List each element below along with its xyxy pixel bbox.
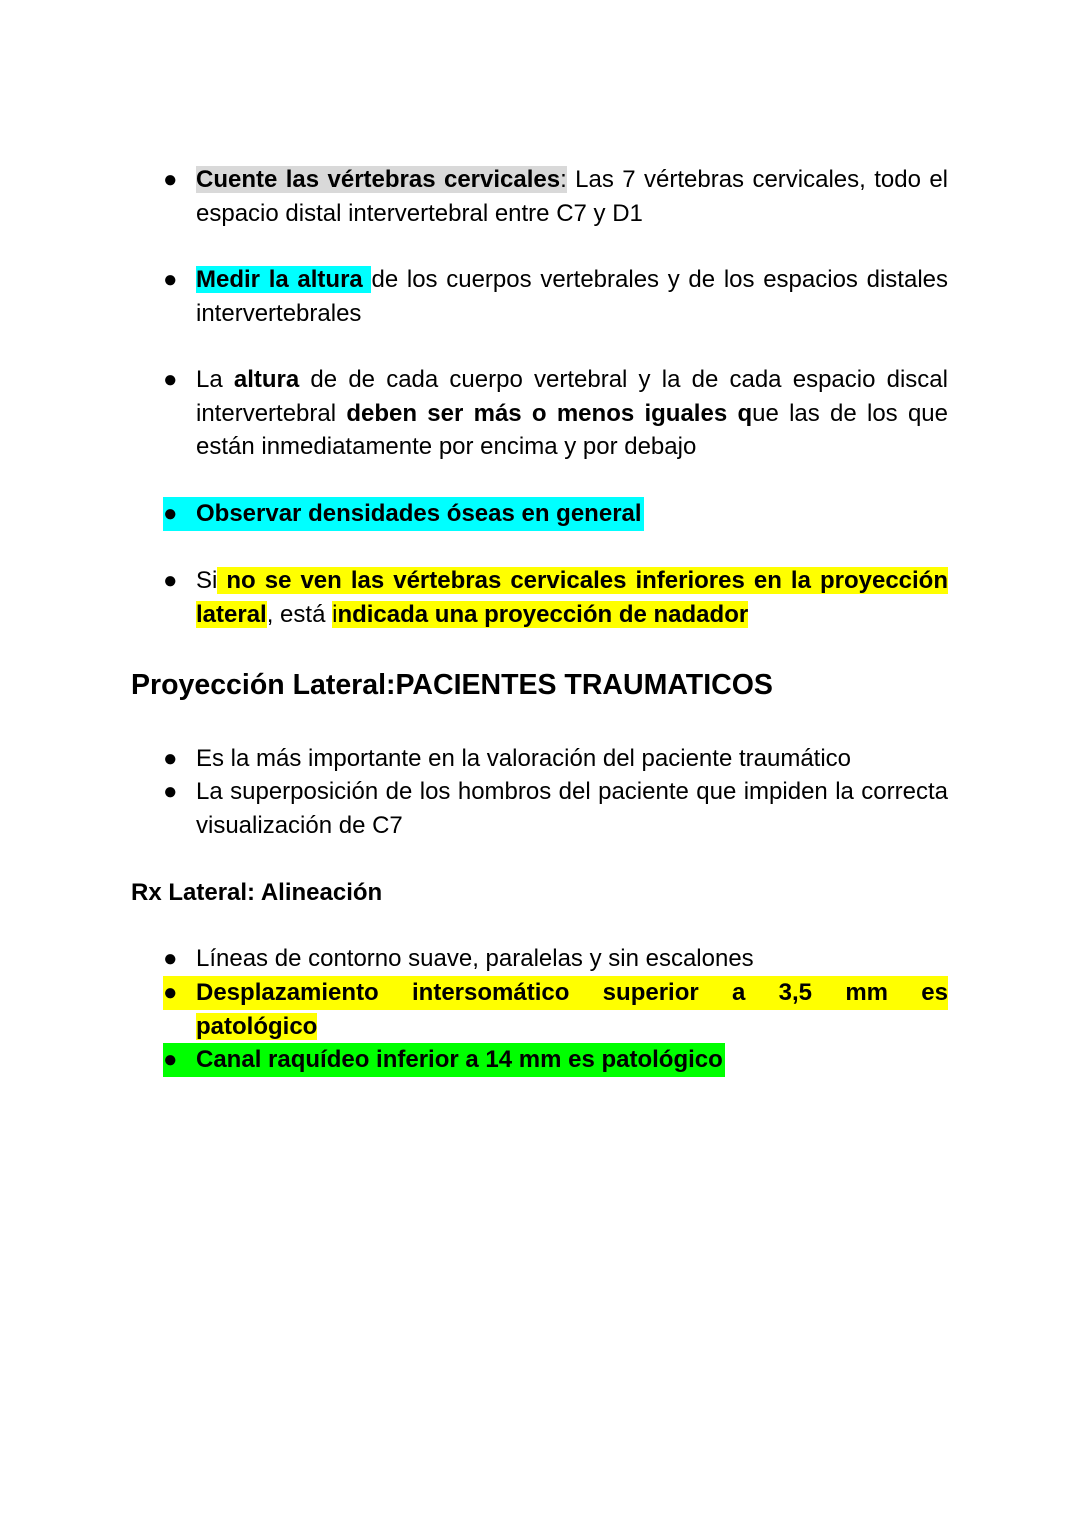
bullet-icon: ● xyxy=(163,366,178,393)
list-item xyxy=(163,564,948,631)
list-item xyxy=(163,363,948,464)
list-item xyxy=(163,263,948,330)
list-item-text: Líneas de contorno suave, paralelas y sin escalones xyxy=(196,945,754,972)
bullet-icon: ● xyxy=(163,500,178,527)
list-item-text: Medir la altura de los cuerpos vertebrales y de los espacios distales intervertebrales xyxy=(196,266,948,327)
list-item xyxy=(163,942,948,976)
bullet-icon: ● xyxy=(163,1046,178,1073)
list-item-text: Cuente las vértebras cervicales: Las 7 vértebras cervicales, todo el espacio distal intervertebral entre C7 y D1 xyxy=(196,166,949,227)
list-item xyxy=(163,742,948,776)
section-heading: Proyección Lateral:PACIENTES TRAUMATICOS xyxy=(131,669,773,701)
list-item xyxy=(163,1043,948,1077)
bullet-icon: ● xyxy=(163,166,178,193)
list-item-text-continued: patológico xyxy=(196,1012,318,1040)
highlighted-line xyxy=(163,497,644,531)
bullet-icon: ● xyxy=(163,778,178,805)
list-item xyxy=(163,497,948,531)
list-item-text: Desplazamiento intersomático superior a 3,5 mm es xyxy=(196,979,948,1006)
bullet-icon: ● xyxy=(163,266,178,293)
list-item-text: Si no se ven las vértebras cervicales inferiores en la proyección lateral, está indicada una proyección de nadador xyxy=(196,567,948,628)
list-item xyxy=(163,775,948,842)
list-item-text: Es la más importante en la valoración del paciente traumático xyxy=(196,745,852,772)
highlighted-line xyxy=(163,1043,725,1077)
list-item-text: La superposición de los hombros del paciente que impiden la correcta visualización de C7 xyxy=(196,778,948,839)
list-item xyxy=(163,163,948,230)
subheading: Rx Lateral: Alineación xyxy=(131,879,383,906)
bullet-icon: ● xyxy=(163,567,178,594)
bullet-icon: ● xyxy=(163,745,178,772)
list-item-text: Canal raquídeo inferior a 14 mm es patológico xyxy=(196,1046,723,1073)
highlighted-line xyxy=(163,976,948,1010)
bullet-icon: ● xyxy=(163,979,178,1006)
list-item-text: La altura de de cada cuerpo vertebral y la de cada espacio discal intervertebral deben ser más o menos iguales que las de los que están inmediatamente por encima y por debajo xyxy=(196,366,948,460)
bullet-icon: ● xyxy=(163,945,178,972)
list-item xyxy=(163,976,948,1043)
list-item-text: Observar densidades óseas en general xyxy=(196,500,642,527)
